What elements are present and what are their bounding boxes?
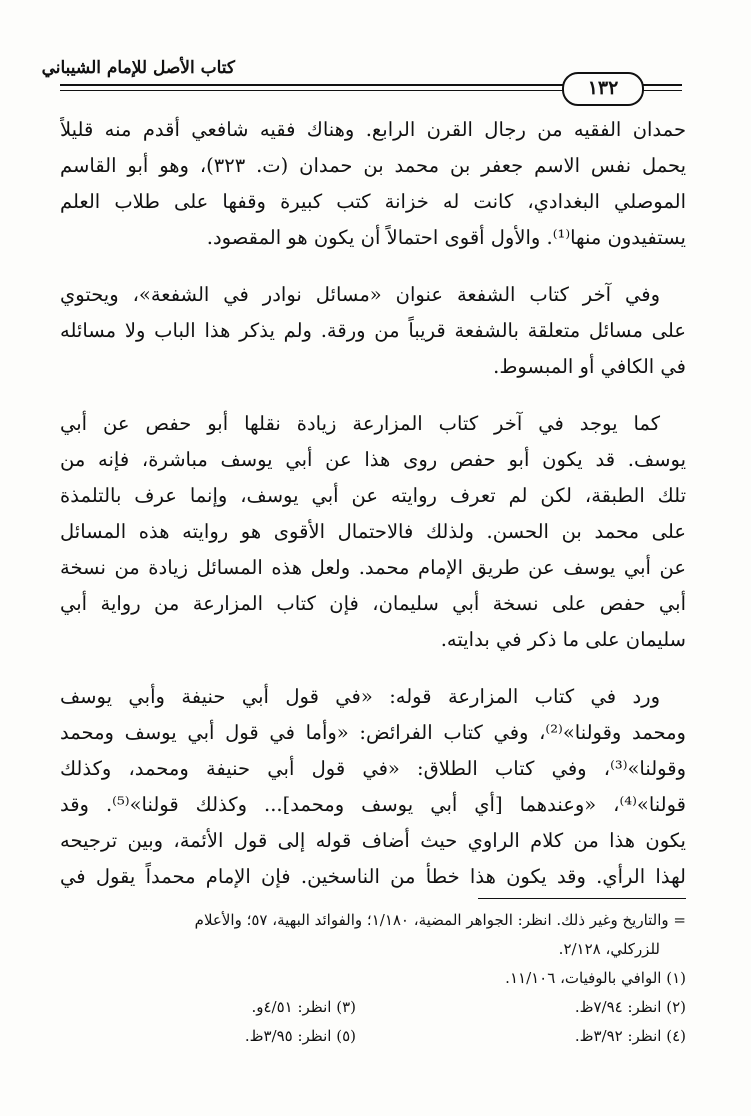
footnote-row (60, 1022, 686, 1051)
text-line: الموصلي البغدادي، كانت له خزانة كتب كبيرة وقفها على طلاب العلم (60, 190, 686, 213)
footnote-5: (٥) انظر: ٣/٩٥ظ. (244, 1027, 356, 1045)
text-line: على مسائل متعلقة بالشفعة قريباً من ورقة. ولم يذكر هذا الباب ولا مسائله (60, 319, 686, 342)
text-line: عن أبي يوسف عن طريق الإمام محمد. ولعل هذه المسائل زيادة من نسخة (60, 556, 686, 579)
footnotes (60, 906, 686, 1051)
text-line: ورد في كتاب المزارعة قوله: «في قول أبي حنيفة وأبي يوسف (60, 685, 660, 708)
text-line: حمدان الفقيه من رجال القرن الرابع. وهناك فقيه شافعي أقدم منه قليلاً (60, 118, 686, 141)
text-line: تلك الطبقة، لكن لم تعرف روايته عن أبي يوسف، وإنما عرف بالتلمذة (60, 484, 686, 507)
footnote-rule (478, 898, 686, 899)
footnote-4: (٤) انظر: ٣/٩٢ظ. (574, 1027, 686, 1045)
footnote-3: (٣) انظر: ٤/٥١و. (251, 998, 356, 1016)
paragraph (60, 679, 686, 895)
footnote-1: (١) الوافي بالوفيات، ١١/١٠٦. (505, 969, 686, 987)
paragraph (60, 406, 686, 658)
text-line: يكون هذا من كلام الراوي حيث أضاف قوله إلى قول الأئمة، وبين ترجيحه (60, 829, 686, 852)
text-line: وقولنا»⁽³⁾، وفي كتاب الطلاق: «في قول أبي حنيفة ومحمد، وكذلك (60, 757, 686, 780)
footnote-continuation: = والتاريخ وغير ذلك. انظر: الجواهر المضية، ١/١٨٠؛ والفوائد البهية، ٥٧؛ والأعلام (194, 911, 686, 929)
text-line: قولنا»⁽⁴⁾، «وعندهما [أي أبي يوسف ومحمد]... وكذلك قولنا»⁽⁵⁾. وقد (60, 793, 686, 816)
text-line: في الكافي أو المبسوط. (493, 355, 686, 378)
running-title: كتاب الأصل للإمام الشيباني (41, 58, 235, 78)
text-line: أبي حفص على نسخة أبي سليمان، فإن كتاب المزارعة من رواية أبي (60, 592, 686, 615)
text-line: سليمان على ما ذكر في بدايته. (440, 628, 686, 651)
text-line: على محمد بن الحسن. ولذلك فالاحتمال الأقوى هو روايته هذه المسائل (60, 520, 686, 543)
text-line: يحمل نفس الاسم جعفر بن محمد بن حمدان (ت. ٣٢٣)، وهو أبو القاسم (60, 154, 686, 177)
footnote-2: (٢) انظر: ٧/٩٤ظ. (574, 998, 686, 1016)
main-text (60, 112, 686, 916)
paragraph (60, 112, 686, 256)
text-line: لهذا الرأي. وقد يكون هذا خطأ من الناسخين. فإن الإمام محمداً يقول في (60, 865, 686, 888)
text-line: ومحمد وقولنا»⁽²⁾، وفي كتاب الفرائض: «وأما في قول أبي يوسف ومحمد (60, 721, 686, 744)
footnote-row (60, 993, 686, 1022)
page-number: ١٣٢ (562, 72, 644, 106)
paragraph (60, 277, 686, 385)
text-line: كما يوجد في آخر كتاب المزارعة زيادة نقلها أبو حفص عن أبي (60, 412, 660, 435)
footnote-continuation: للزركلي، ٢/١٢٨. (558, 940, 660, 958)
text-line: يوسف. قد يكون أبو حفص روى هذا عن أبي يوسف مباشرة، فإنه من (60, 448, 686, 471)
text-line: وفي آخر كتاب الشفعة عنوان «مسائل نوادر في الشفعة»، ويحتوي (60, 283, 660, 306)
text-line: يستفيدون منها⁽¹⁾. والأول أقوى احتمالاً أن يكون هو المقصود. (206, 226, 686, 249)
